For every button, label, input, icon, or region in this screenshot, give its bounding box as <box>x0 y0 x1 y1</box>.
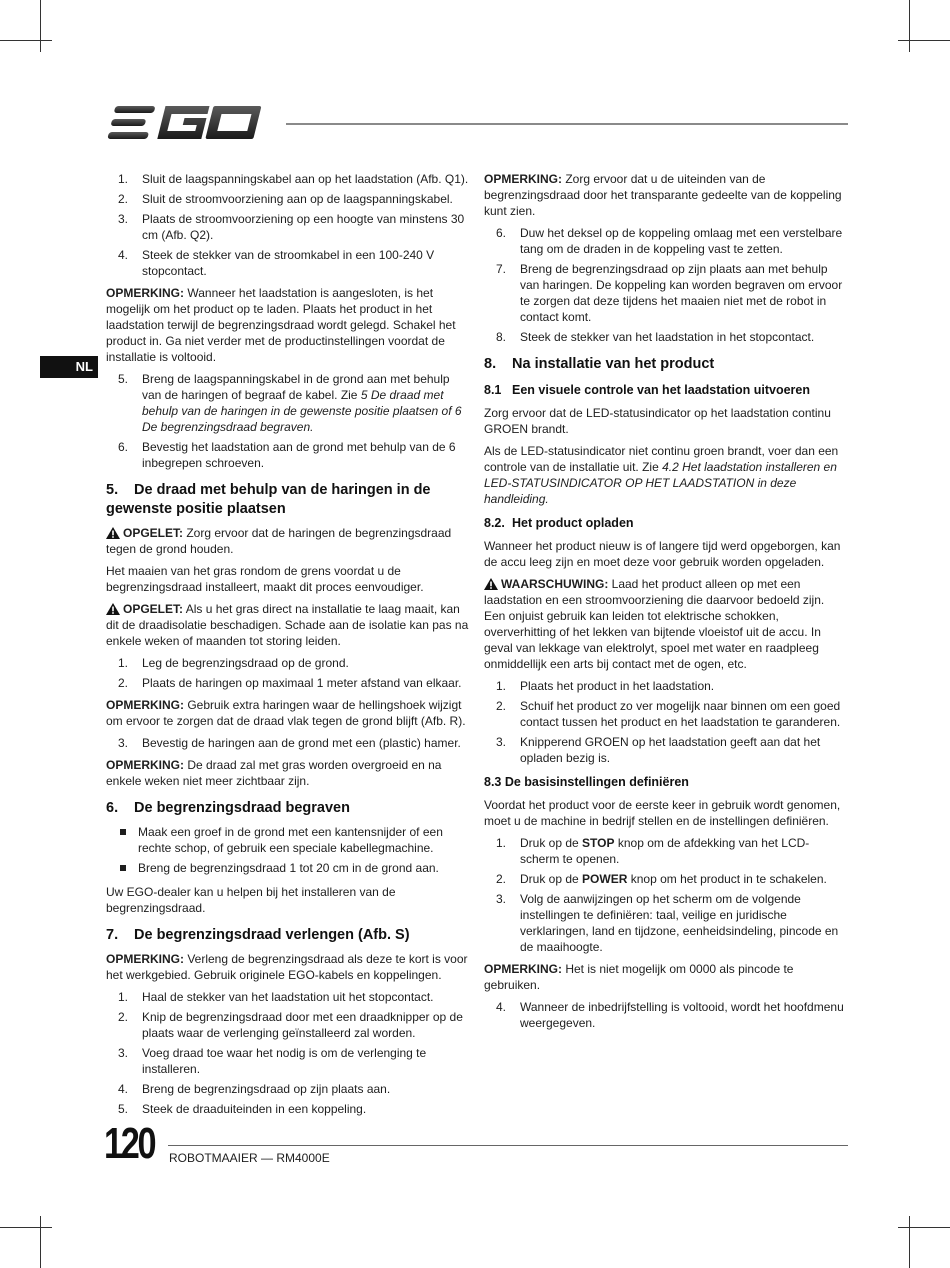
ego-logo <box>106 104 276 142</box>
body-paragraph: Het maaien van het gras rondom de grens voordat u de begrenzingsdraad installeert, maakt dit proces eenvoudiger. <box>106 564 424 594</box>
steps-list <box>484 999 848 1031</box>
bullet-list <box>106 824 470 876</box>
subsection-heading: 8.3 De basisinstellingen definiëren <box>484 775 689 789</box>
subsection-heading: 8.2. Het product opladen <box>484 516 634 530</box>
list-item: 6. Bevestig het laadstation aan de grond met behulp van de 6 inbegrepen schroeven. <box>118 440 456 470</box>
section-heading: 8. Na installatie van het product <box>484 356 715 372</box>
list-item: 7. Breng de begrenzingsdraad op zijn plaats aan met behulp van haringen. De koppeling kan worden begraven om ervoor te zorgen dat deze tijdens het maaien niet met de robot in contact komt. <box>496 262 843 324</box>
steps-list <box>484 678 848 766</box>
body-paragraph: Voordat het product voor de eerste keer in gebruik wordt genomen, moet u de machine in bedrijf stellen en de instellingen definiëren. <box>484 798 841 828</box>
list-item: 1. Druk op de STOP knop om de afdekking van het LCD-scherm te openen. <box>496 836 810 866</box>
list-item: 5. Breng de laagspanningskabel in de grond aan met behulp van de haringen of begraaf de kabel. Zie 5 De draad met behulp van de haringen in de gewenste positie plaatsen of 6 De begrenzingsdraad begraven. <box>118 372 462 434</box>
body-paragraph: Uw EGO-dealer kan u helpen bij het installeren van de begrenzingsdraad. <box>106 885 396 915</box>
note-paragraph: OPMERKING: Wanneer het laadstation is aangesloten, is het mogelijk om het product op te laden. Plaats het product in het laadstation terwijl de begrenzingsdraad wordt gelegd. Schakel het product in. Ga niet verder met de productinstellingen voordat de installatie is voltooid. <box>106 286 456 364</box>
note-paragraph: OPMERKING: De draad zal met gras worden overgroeid en na enkele weken niet meer zichtbaar zijn. <box>106 758 442 788</box>
body-paragraph: Wanneer het product nieuw is of langere tijd werd opgeborgen, kan de accu leeg zijn en moet deze voor gebruik worden opgeladen. <box>484 539 841 569</box>
note-paragraph: OPMERKING: Verleng de begrenzingsdraad als deze te kort is voor het werkgebied. Gebruik originele EGO-kabels en koppelingen. <box>106 952 468 982</box>
list-item: 3. Volg de aanwijzingen op het scherm om de volgende instellingen te definiëren: taal, veilige en juridische verklaringen, land en tijdzone, eenheidsindeling, pincode en de maaihoogte. <box>496 892 839 954</box>
language-tab: NL <box>40 356 98 378</box>
crop-mark <box>40 0 41 52</box>
list-item: 3. Voeg draad toe waar het nodig is om de verlenging te installeren. <box>118 1046 427 1076</box>
section-heading: 6. De begrenzingsdraad begraven <box>106 800 350 816</box>
list-item: 4. Breng de begrenzingsdraad op zijn plaats aan. <box>118 1082 391 1096</box>
page-number: 120 <box>104 1119 155 1168</box>
list-item: 3. Bevestig de haringen aan de grond met een (plastic) hamer. <box>118 736 461 750</box>
header-rule <box>286 123 848 125</box>
crop-mark <box>909 0 910 52</box>
subsection-heading: 8.1 Een visuele controle van het laadstation uitvoeren <box>484 383 810 397</box>
warning-paragraph: WAARSCHUWING: Laad het product alleen op met een laadstation en een stroomvoorziening die daarvoor bedoeld zijn. Een onjuist gebruik kan leiden tot elektrische schokken, oververhitting of het lekken van bijtende vloeistof uit de accu. In geval van lekkage van elektrolyt, spoel met water en raadpleeg onmiddellijk een arts bij contact met de ogen, etc. <box>484 577 825 671</box>
list-item: 4. Wanneer de inbedrijfstelling is voltooid, wordt het hoofdmenu weergegeven. <box>496 1000 844 1030</box>
bullet-item: Maak een groef in de grond met een kantensnijder of een rechte schop, of gebruik een speciale kabellegmachine. <box>106 824 470 856</box>
list-item: 1. Plaats het product in het laadstation. <box>496 679 715 693</box>
note-paragraph: OPMERKING: Gebruik extra haringen waar de hellingshoek wijzigt om ervoor te zorgen dat de draad vlak tegen de grond blijft (Afb. R). <box>106 698 466 728</box>
crop-mark <box>0 1227 52 1228</box>
list-item: 3. Plaats de stroomvoorziening op een hoogte van minstens 30 cm (Afb. Q2). <box>118 212 465 242</box>
bullet-item: Breng de begrenzingsdraad 1 tot 20 cm in de grond aan. <box>106 860 470 876</box>
caution-paragraph: OPGELET: Als u het gras direct na installatie te laag maait, kan dit de draadisolatie beschadigen. Schade aan de isolatie kan pas na enkele weken of maanden tot storing leiden. <box>106 602 469 648</box>
footer-rule <box>168 1145 848 1146</box>
list-item: 1. Sluit de laagspanningskabel aan op het laadstation (Afb. Q1). <box>118 172 469 186</box>
body-paragraph: Zorg ervoor dat de LED-statusindicator op het laadstation continu GROEN brandt. <box>484 406 831 436</box>
crop-mark <box>898 40 950 41</box>
crop-mark <box>909 1216 910 1268</box>
steps-list <box>106 655 470 691</box>
list-item: 2. Knip de begrenzingsdraad door met een draadknipper op de plaats waar de verlenging geïnstalleerd zal worden. <box>118 1010 463 1040</box>
crop-mark <box>0 40 52 41</box>
steps-list <box>106 171 470 279</box>
steps-list <box>106 989 470 1117</box>
steps-list <box>484 835 848 955</box>
list-item: 2. Sluit de stroomvoorziening aan op de laagspanningskabel. <box>118 192 453 206</box>
crop-mark <box>898 1227 950 1228</box>
list-item: 4. Steek de stekker van de stroomkabel in een 100-240 V stopcontact. <box>118 248 435 278</box>
note-paragraph: OPMERKING: Zorg ervoor dat u de uiteinden van de begrenzingsdraad door het transparante gedeelte van de koppeling kunt zien. <box>484 172 842 218</box>
steps-list <box>484 225 848 345</box>
list-item: 6. Duw het deksel op de koppeling omlaag met een verstelbare tang om de draden in de koppeling vast te zetten. <box>496 226 843 256</box>
body-paragraph: Als de LED-statusindicator niet continu groen brandt, voer dan een controle van de installatie uit. Zie 4.2 Het laadstation installeren en LED-STATUSINDICATOR OP HET LAADSTATION in deze handleiding. <box>484 444 839 506</box>
warning-icon <box>106 603 120 615</box>
warning-icon <box>484 578 498 590</box>
list-item: 8. Steek de stekker van het laadstation in het stopcontact. <box>496 330 815 344</box>
section-heading: 7. De begrenzingsdraad verlengen (Afb. S) <box>106 927 410 943</box>
caution-paragraph: OPGELET: Zorg ervoor dat de haringen de begrenzingsdraad tegen de grond houden. <box>106 526 452 556</box>
list-item: 2. Plaats de haringen op maximaal 1 meter afstand van elkaar. <box>118 676 462 690</box>
left-column <box>106 171 470 1123</box>
steps-list <box>106 735 470 751</box>
warning-icon <box>106 527 120 539</box>
steps-list <box>106 371 470 471</box>
list-item: 1. Haal de stekker van het laadstation uit het stopcontact. <box>118 990 434 1004</box>
list-item: 1. Leg de begrenzingsdraad op de grond. <box>118 656 349 670</box>
list-item: 2. Druk op de POWER knop om het product in te schakelen. <box>496 872 827 886</box>
section-heading: 5. De draad met behulp van de haringen in de gewenste positie plaatsen <box>106 482 431 517</box>
list-item: 3. Knipperend GROEN op het laadstation geeft aan dat het opladen bezig is. <box>496 735 821 765</box>
list-item: 5. Steek de draaduiteinden in een koppeling. <box>118 1102 367 1116</box>
crop-mark <box>40 1216 41 1268</box>
footer-product-title: ROBOTMAAIER — RM4000E <box>169 1151 330 1165</box>
note-paragraph: OPMERKING: Het is niet mogelijk om 0000 als pincode te gebruiken. <box>484 962 794 992</box>
list-item: 2. Schuif het product zo ver mogelijk naar binnen om een goed contact tussen het product en het laadstation te garanderen. <box>496 699 841 729</box>
right-column <box>484 171 848 1037</box>
